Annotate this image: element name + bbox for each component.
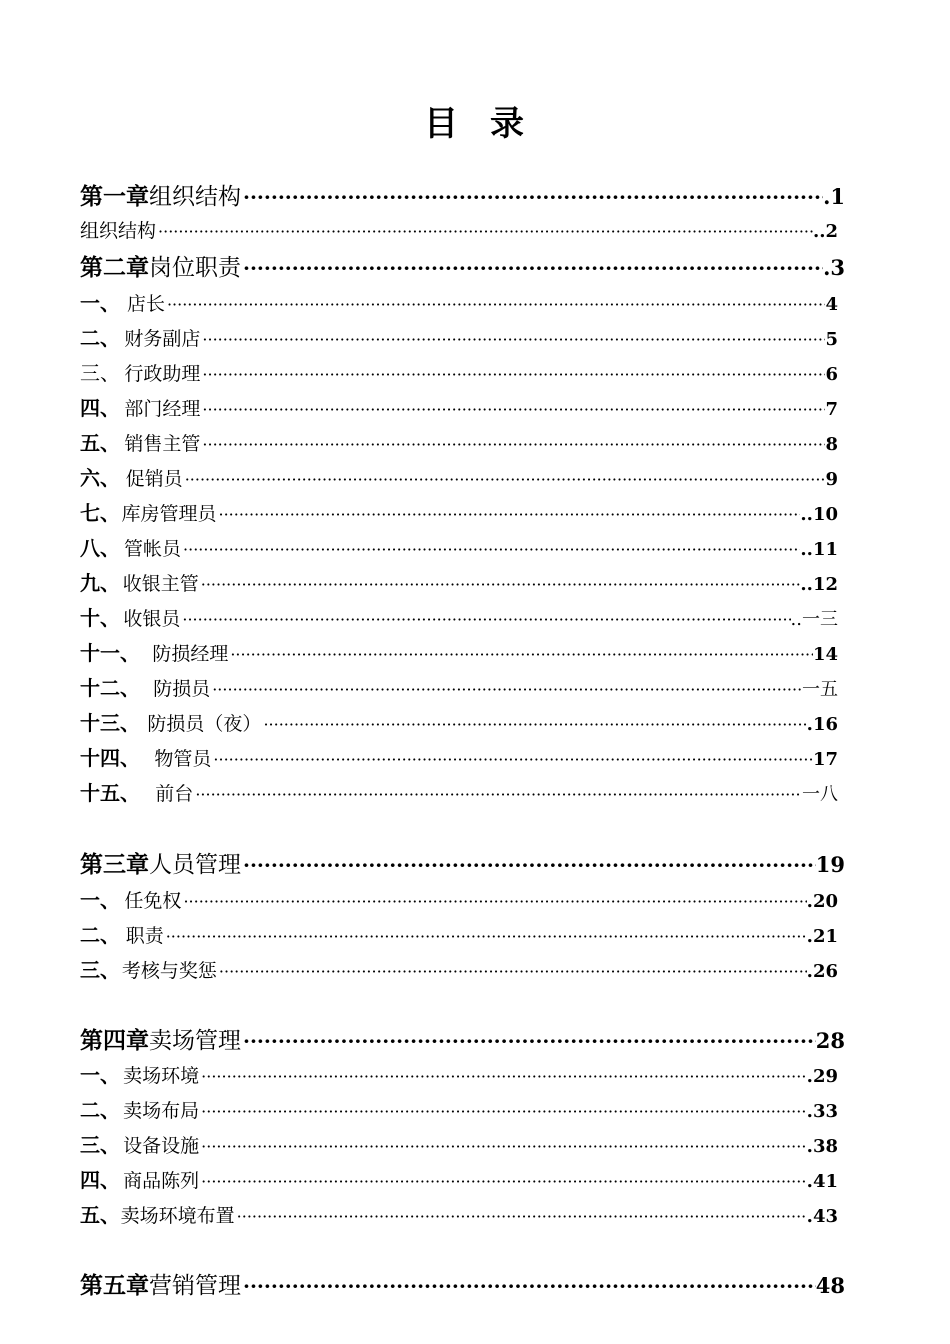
toc-page-number: .21 (806, 926, 838, 947)
toc-page-number: 7 (825, 399, 838, 420)
toc-number: 十、 (80, 606, 120, 630)
toc-page-number: .38 (806, 1136, 838, 1157)
toc-number: 三、 (80, 958, 120, 982)
toc-label: 财务副店 (124, 328, 201, 350)
toc-title-left: 目 (424, 104, 460, 144)
toc-chapter-row[interactable] (80, 1022, 845, 1055)
toc-label: 收银主管 (122, 573, 199, 595)
toc-leader-dots (202, 400, 825, 419)
toc-page-number: .33 (806, 1101, 838, 1122)
toc-label: 设备设施 (123, 1135, 200, 1157)
toc-item-row[interactable] (80, 357, 838, 386)
toc-leader-dots (243, 256, 823, 280)
toc-leader-dots (182, 610, 790, 629)
toc-leader-dots (195, 785, 802, 804)
toc-leader-dots (243, 1274, 816, 1298)
toc-title-right: 录 (490, 104, 526, 144)
toc-number: 十三、 (80, 711, 140, 735)
toc-item-row[interactable] (80, 287, 838, 316)
toc-page-number: .3 (823, 255, 845, 280)
toc-page-number: ..12 (800, 574, 838, 595)
toc-chapter-row[interactable] (80, 249, 845, 282)
toc-number: 二、 (80, 1098, 120, 1122)
toc-leader-dots (237, 1207, 807, 1226)
toc-label: 库房管理员 (121, 503, 217, 525)
toc-number: 七、 (80, 501, 120, 525)
toc-label: 收银员 (123, 608, 181, 630)
toc-label: 行政助理 (124, 363, 201, 385)
toc-chapter-row[interactable] (80, 178, 845, 211)
toc-label: 考核与奖惩 (121, 960, 217, 982)
toc-number: 一、 (80, 1063, 120, 1087)
toc-label: 防损员（夜） (147, 713, 262, 735)
toc-number: 一、 (80, 888, 120, 912)
toc-page-number: 14 (812, 644, 838, 665)
toc-number: 十二、 (80, 676, 140, 700)
toc-number: 一、 (80, 291, 120, 315)
toc-label: 商品陈列 (123, 1170, 200, 1192)
toc-page-number: .41 (806, 1171, 838, 1192)
toc-page-number: 9 (825, 469, 838, 490)
toc-label: 部门经理 (124, 398, 201, 420)
toc-item-row[interactable] (80, 322, 838, 351)
toc-label: 岗位职责 (149, 255, 241, 281)
toc-leader-dots (201, 1172, 807, 1191)
toc-page-number: .26 (806, 961, 838, 982)
toc-chapter-row[interactable] (80, 1267, 845, 1300)
toc-number: 第四章 (80, 1028, 149, 1054)
toc-label: 防损经理 (152, 643, 229, 665)
toc-item-row[interactable] (80, 1164, 838, 1193)
toc-leader-dots (202, 365, 825, 384)
toc-number: 四、 (80, 1168, 120, 1192)
toc-leader-dots (201, 1067, 807, 1086)
toc-page-number: ..11 (800, 539, 838, 560)
toc-leader-dots (201, 1137, 807, 1156)
toc-page-number: 4 (825, 294, 838, 315)
toc-number: 二、 (80, 326, 120, 350)
toc-page-number: .43 (806, 1206, 838, 1227)
toc-label: 店长 (126, 293, 165, 315)
toc-page-number: 一五 (802, 679, 838, 700)
toc-label: 营销管理 (149, 1273, 241, 1299)
toc-leader-dots (183, 892, 806, 911)
toc-number: 三、 (80, 1133, 120, 1157)
toc-leader-dots (230, 645, 813, 664)
toc-leader-dots (183, 540, 800, 559)
toc-item-row[interactable] (80, 1094, 838, 1123)
toc-leader-dots (166, 927, 807, 946)
toc-leader-dots (219, 962, 807, 981)
toc-item-row[interactable] (80, 462, 838, 491)
toc-item-row[interactable] (80, 567, 838, 596)
toc-item-row[interactable] (80, 1129, 838, 1158)
toc-label: 组织结构 (80, 220, 157, 242)
toc-number: 九、 (80, 571, 120, 595)
toc-page-number: .29 (806, 1066, 838, 1087)
toc-item-row[interactable] (80, 919, 838, 948)
toc-number: 十一、 (80, 641, 140, 665)
toc-leader-dots (243, 1029, 816, 1053)
toc-page-number: 28 (815, 1028, 845, 1053)
toc-leader-dots (201, 575, 801, 594)
toc-leader-dots (213, 750, 813, 769)
toc-label: 卖场布局 (123, 1100, 200, 1122)
toc-number: 六、 (80, 466, 120, 490)
toc-label: 卖场环境布置 (120, 1205, 235, 1227)
toc-chapter-row[interactable] (80, 846, 845, 879)
toc-label: 物管员 (154, 748, 212, 770)
toc-item-row[interactable] (80, 884, 838, 913)
toc-label: 前台 (155, 783, 194, 805)
toc-number: 第二章 (80, 255, 149, 281)
toc-label: 组织结构 (149, 184, 241, 210)
toc-leader-dots (201, 1102, 807, 1121)
toc-number: 四、 (80, 396, 120, 420)
toc-item-row[interactable] (80, 602, 838, 631)
toc-leader-dots (218, 505, 800, 524)
toc-item-row[interactable] (80, 1199, 838, 1228)
toc-page-number: ..一三 (790, 609, 838, 630)
toc-leader-dots (158, 222, 813, 241)
toc-item-row[interactable] (80, 954, 838, 983)
toc-leader-dots (212, 680, 802, 699)
toc-leader-dots (243, 185, 823, 209)
toc-number: 五、 (80, 431, 120, 455)
toc-item-row[interactable] (80, 672, 838, 701)
toc-number: 十五、 (80, 781, 140, 805)
toc-page-number: 17 (812, 749, 838, 770)
toc-number: 三、 (80, 361, 120, 385)
toc-leader-dots (202, 435, 825, 454)
toc-number: 八、 (80, 536, 120, 560)
toc-number: 第三章 (80, 852, 149, 878)
toc-item-row[interactable] (80, 532, 838, 561)
toc-item-row[interactable] (80, 497, 838, 526)
toc-page-number: .1 (823, 184, 845, 209)
toc-page-number: 8 (825, 434, 838, 455)
toc-item-row[interactable] (80, 1059, 838, 1088)
toc-label: 人员管理 (149, 852, 241, 878)
toc-page-number: 48 (815, 1273, 845, 1298)
toc-leader-dots (167, 295, 826, 314)
toc-item-row[interactable] (80, 742, 838, 771)
toc-page-number: 6 (825, 364, 838, 385)
toc-item-row[interactable] (80, 427, 838, 456)
toc-number: 第一章 (80, 184, 149, 210)
toc-page-number: 5 (825, 329, 838, 350)
toc-item-row[interactable] (80, 637, 838, 666)
toc-number: 二、 (80, 923, 120, 947)
toc-label: 防损员 (153, 678, 211, 700)
toc-label: 卖场管理 (149, 1028, 241, 1054)
toc-page-number: 一八 (802, 784, 838, 805)
toc-leader-dots (185, 470, 826, 489)
toc-item-row[interactable] (80, 707, 838, 736)
toc-page-number: ..2 (812, 221, 838, 242)
toc-page-number: 19 (815, 852, 845, 877)
toc-item-row[interactable] (80, 392, 838, 421)
toc-leader-dots (202, 330, 825, 349)
toc-number: 第五章 (80, 1273, 149, 1299)
toc-label: 卖场环境 (123, 1065, 200, 1087)
toc-leader-dots (243, 853, 816, 877)
toc-label: 职责 (125, 925, 164, 947)
toc-label: 销售主管 (124, 433, 201, 455)
toc-label: 任免权 (124, 890, 182, 912)
toc-label: 管帐员 (124, 538, 182, 560)
toc-item-row[interactable] (80, 216, 838, 243)
toc-item-row[interactable] (80, 777, 838, 806)
toc-leader-dots (263, 715, 806, 734)
toc-page-number: .20 (806, 891, 838, 912)
toc-page-number: .16 (806, 714, 838, 735)
toc-number: 十四、 (80, 746, 140, 770)
toc-page-number: ..10 (800, 504, 838, 525)
toc-label: 促销员 (125, 468, 183, 490)
toc-number: 五、 (80, 1203, 120, 1227)
